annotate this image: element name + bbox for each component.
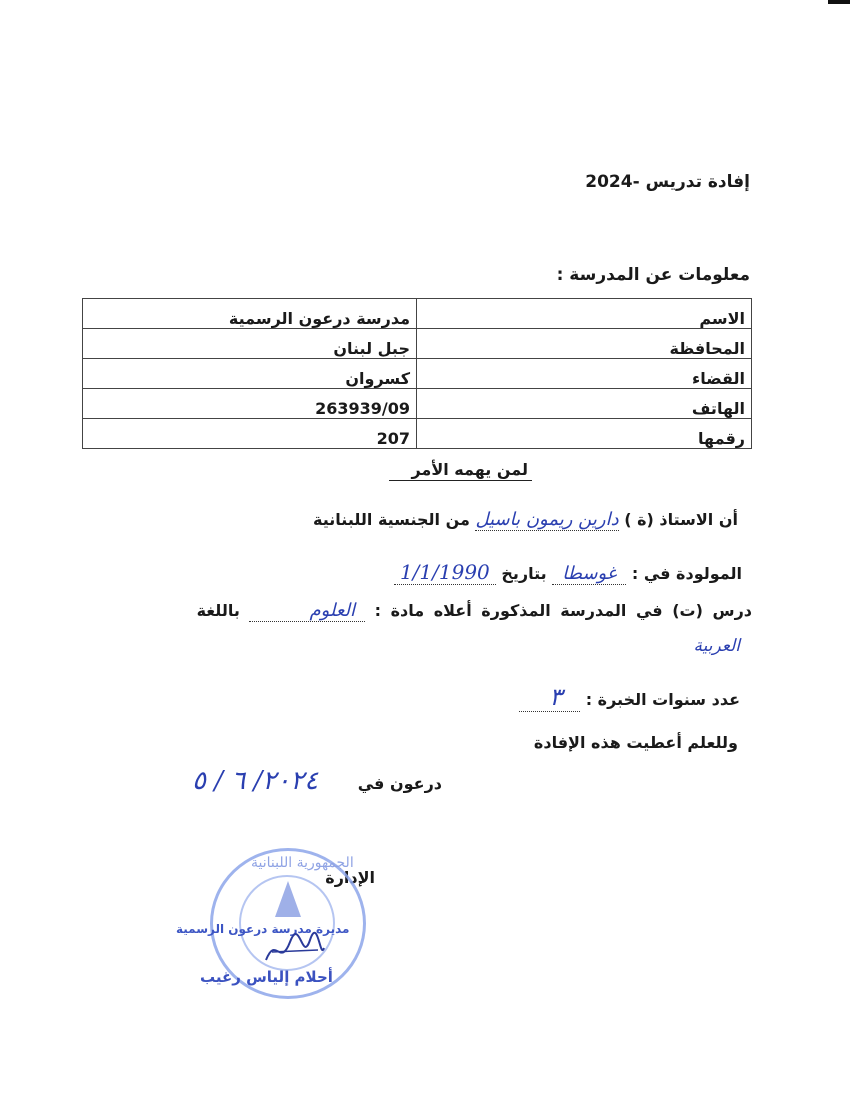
- cedar-icon: [275, 881, 301, 917]
- handwritten-date: ٢٠٢٤/ ٦ / ٥: [192, 766, 319, 796]
- info-label: رقمها: [417, 419, 752, 449]
- line-experience: [519, 683, 740, 711]
- subject-value: العلوم: [249, 600, 365, 622]
- line-teacher: [313, 509, 738, 530]
- stamp-principal-name: أحلام إلياس رغيب: [200, 968, 333, 986]
- school-info-row: [83, 419, 752, 449]
- section-heading: معلومات عن المدرسة :: [556, 265, 750, 285]
- school-info-row: [83, 299, 752, 329]
- language-label: باللغة: [196, 601, 240, 620]
- place-date-label: درعون في: [357, 774, 442, 793]
- administration-label: الإدارة: [325, 868, 375, 887]
- school-info-row: [83, 389, 752, 419]
- info-value: 207: [83, 419, 417, 449]
- stamp-ring-text: الجمهورية اللبنانية: [251, 855, 354, 871]
- school-info-table: [82, 298, 752, 449]
- subject-text: درس (ت) في المدرسة المذكورة أعلاه مادة :: [374, 601, 752, 620]
- nationality-text: من الجنسية اللبنانية: [313, 510, 470, 529]
- closing-text: وللعلم أعطيت هذه الإفادة: [533, 733, 738, 752]
- teacher-name: دارين ريمون باسيل: [475, 509, 619, 530]
- stamp-school-name: مديرة مدرسة درعون الرسمية: [176, 922, 350, 936]
- teacher-prefix: أن الاستاذ (ة ): [624, 510, 738, 529]
- info-label: الاسم: [417, 299, 752, 329]
- school-info-row: [83, 359, 752, 389]
- line-birth: [394, 560, 742, 584]
- info-label: المحافظة: [417, 329, 752, 359]
- birth-date: 1/1/1990: [394, 560, 496, 585]
- birth-place: غوسطا: [552, 563, 626, 585]
- info-value: جبل لبنان: [83, 329, 417, 359]
- document-title: إفادة تدريس -2024: [585, 172, 750, 192]
- line-subject: [197, 600, 752, 621]
- born-label: المولودة في :: [631, 564, 742, 583]
- language-value: العربية: [693, 636, 740, 656]
- to-whom-heading: لمن يهمه الأمر: [389, 460, 532, 481]
- date-label: بتاريخ: [501, 564, 547, 583]
- school-info-row: [83, 329, 752, 359]
- info-value: مدرسة درعون الرسمية: [83, 299, 417, 329]
- info-label: القضاء: [417, 359, 752, 389]
- info-value: كسروان: [83, 359, 417, 389]
- experience-years: ٣: [519, 683, 580, 712]
- info-value: 263939/09: [83, 389, 417, 419]
- scan-corner-mark: [828, 0, 850, 4]
- signature-icon: [258, 930, 328, 970]
- experience-label: عدد سنوات الخبرة :: [585, 690, 740, 709]
- info-label: الهاتف: [417, 389, 752, 419]
